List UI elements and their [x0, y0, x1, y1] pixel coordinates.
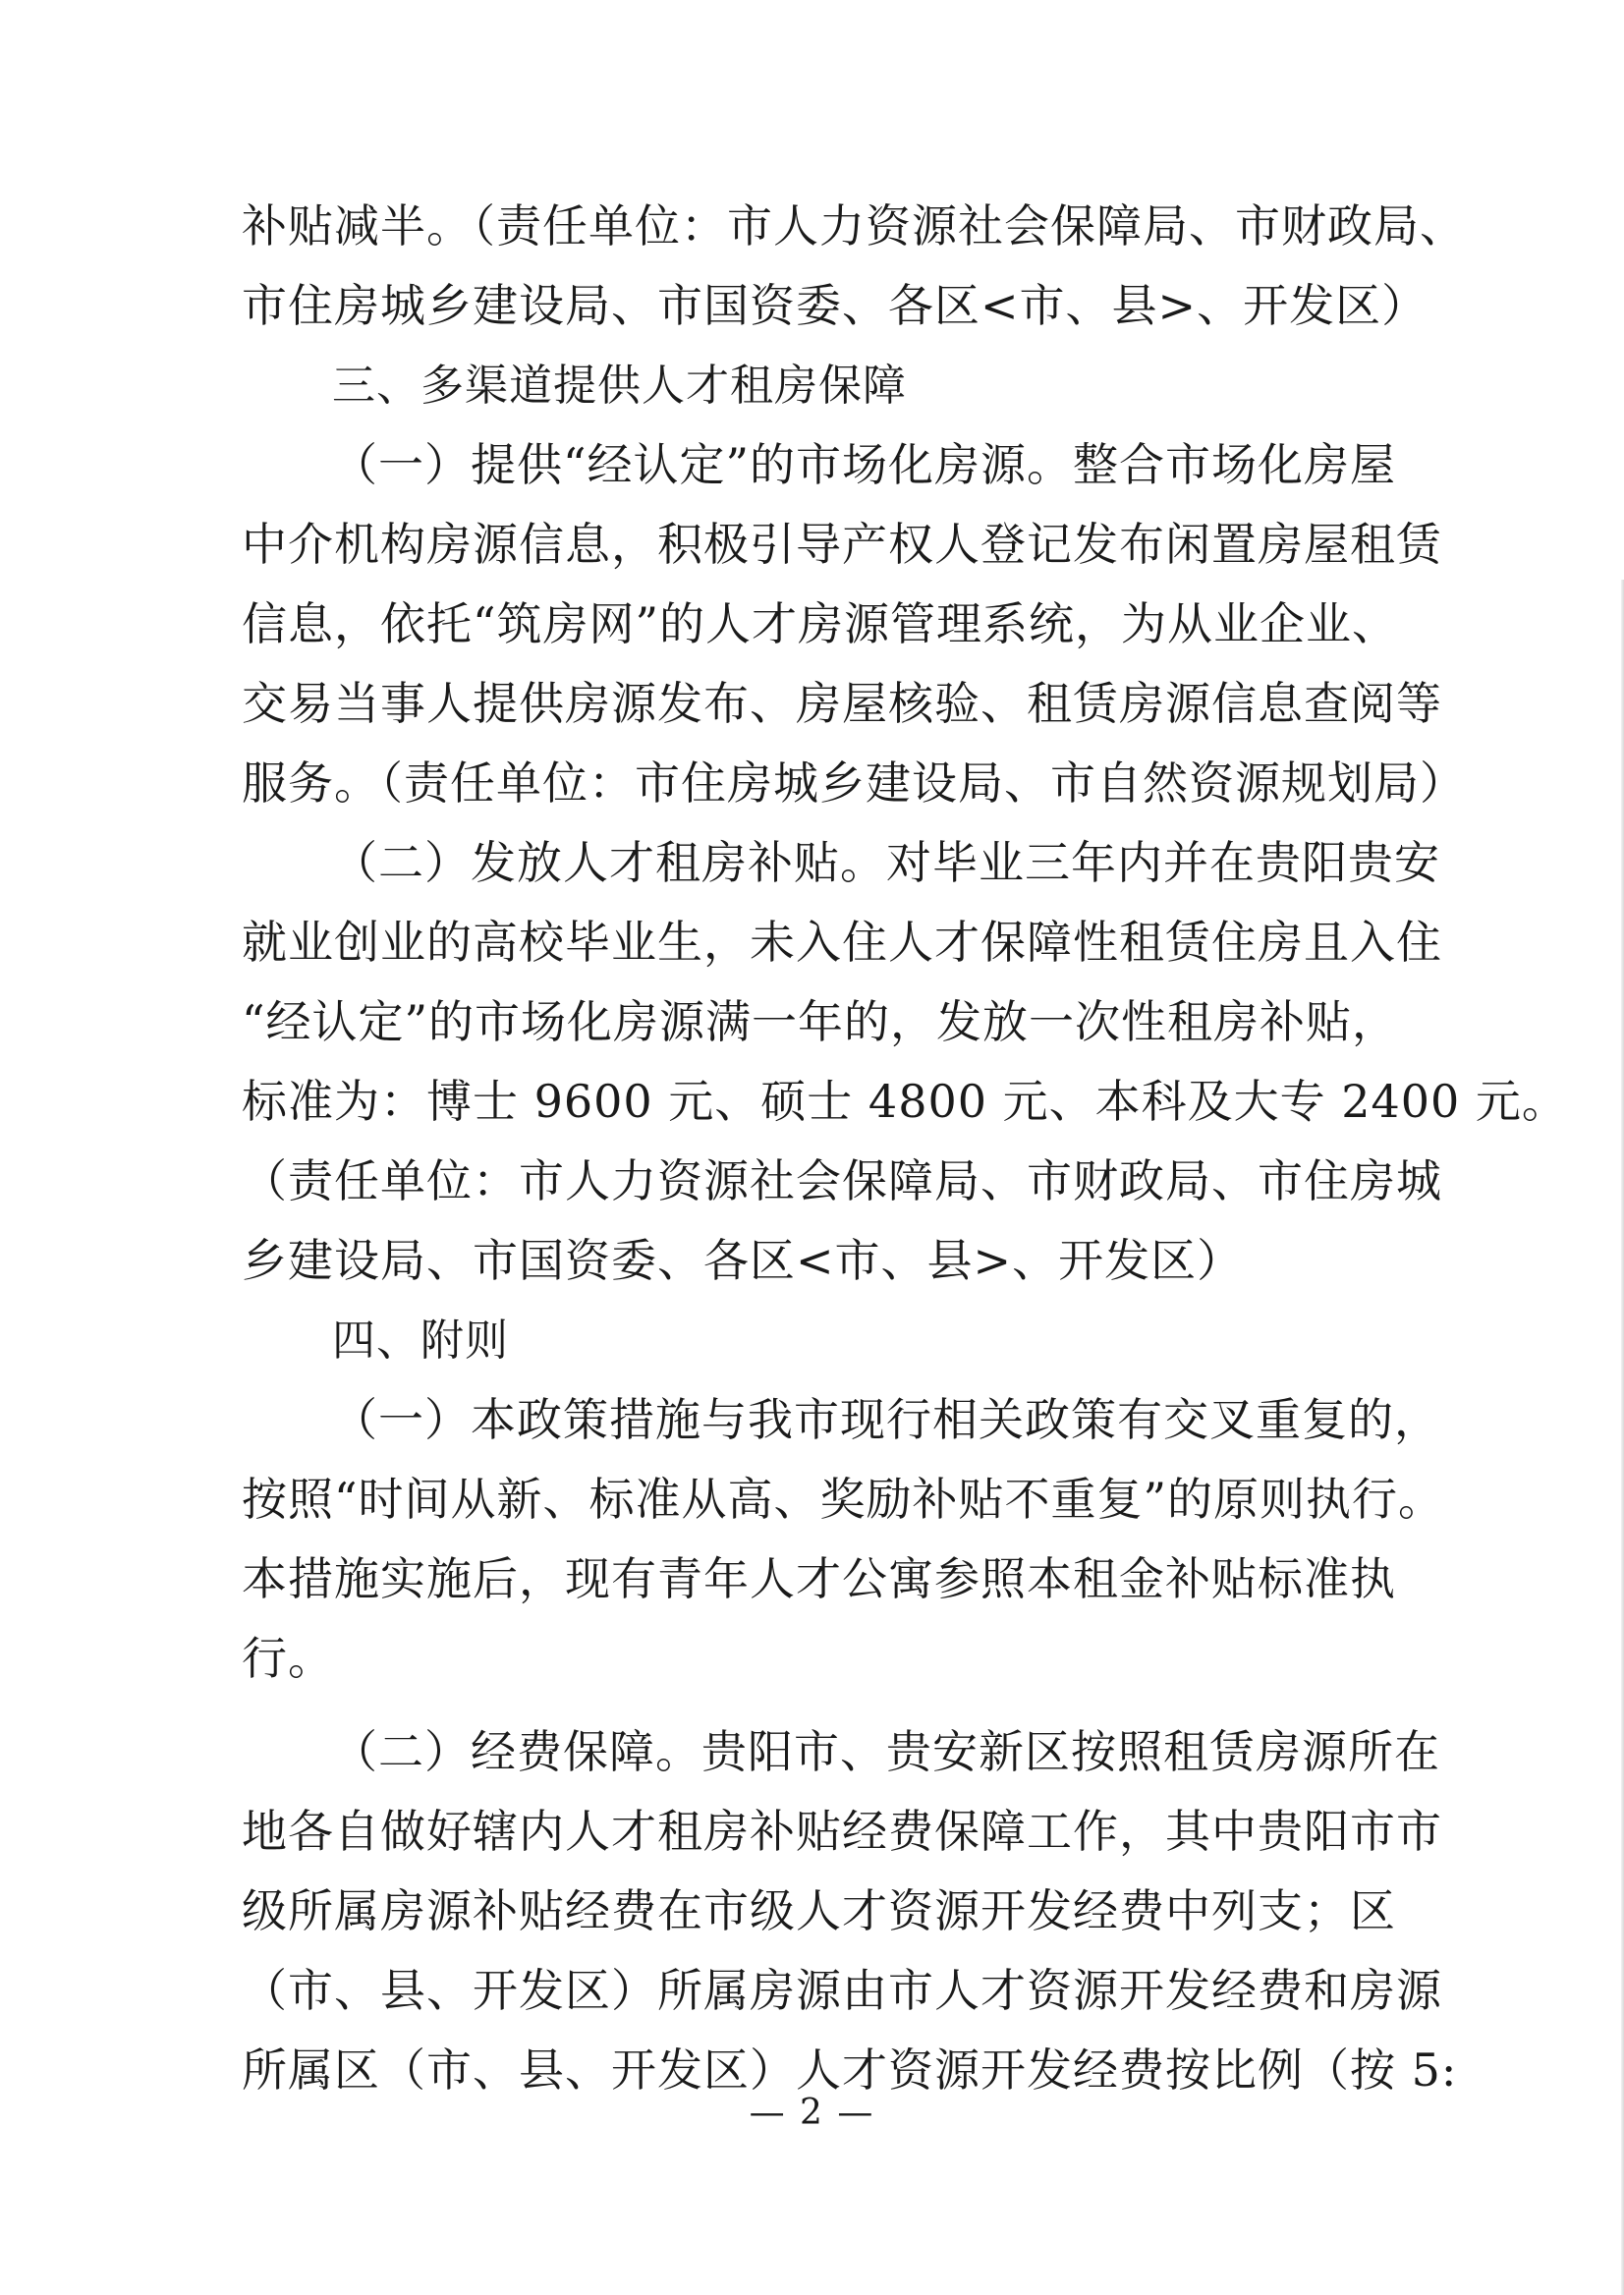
paragraph-line: 本措施实施后，现有青年人才公寓参照本租金补贴标准执: [242, 1552, 1396, 1605]
paragraph-line: “经认定”的市场化房源满一年的，发放一次性租房补贴，: [242, 995, 1399, 1048]
page-number: — 2 —: [749, 2093, 875, 2133]
paragraph-line: （二）发放人才租房补贴。对毕业三年内并在贵阳贵安: [332, 836, 1440, 889]
paragraph-line: 地各自做好辖内人才租房补贴经费保障工作，其中贵阳市市: [242, 1805, 1442, 1858]
paragraph-line: 级所属房源补贴经费在市级人才资源开发经费中列支；区: [242, 1884, 1396, 1937]
paragraph-line: （一）本政策措施与我市现行相关政策有交叉重复的，: [332, 1393, 1440, 1446]
paragraph-line: （责任单位：市人力资源社会保障局、市财政局、市住房城: [242, 1154, 1442, 1207]
paragraph-line: 服务。（责任单位：市住房城乡建设局、市自然资源规划局）: [242, 756, 1466, 810]
paragraph-line: （二）经费保障。贵阳市、贵安新区按照租赁房源所在: [332, 1725, 1440, 1778]
paragraph-line: 交易当事人提供房源发布、房屋核验、租赁房源信息查阅等: [242, 677, 1442, 730]
document-body: [242, 187, 1568, 2110]
paragraph-line: 就业创业的高校毕业生，未入住人才保障性租赁住房且入住: [242, 916, 1442, 969]
paragraph-line: 中介机构房源信息，积极引导产权人登记发布闲置房屋租赁: [242, 518, 1442, 571]
paragraph-line: （一）提供“经认定”的市场化房源。整合市场化房屋: [332, 438, 1397, 491]
paragraph-line: 乡建设局、市国资委、各区<市、县>、开发区）: [242, 1234, 1244, 1287]
paragraph-line: （市、县、开发区）所属房源由市人才资源开发经费和房源: [242, 1964, 1442, 2017]
paragraph-line: 按照“时间从新、标准从高、奖励补贴不重复”的原则执行。: [242, 1473, 1445, 1526]
paragraph-line: 信息，依托“筑房网”的人才房源管理系统，为从业企业、: [242, 597, 1399, 650]
paragraph-line: 行。: [242, 1632, 334, 1685]
paragraph-line: 补贴减半。（责任单位：市人力资源社会保障局、市财政局、: [242, 199, 1466, 252]
paragraph-line: 所属区（市、县、开发区）人才资源开发经费按比例（按 5:: [242, 2043, 1458, 2097]
paragraph-line: 标准为：博士 9600 元、硕士 4800 元、本科及大专 2400 元。: [242, 1075, 1568, 1128]
paragraph-line: 市住房城乡建设局、市国资委、各区<市、县>、开发区）: [242, 279, 1428, 332]
section-heading: 四、附则: [332, 1315, 509, 1366]
section-heading: 三、多渠道提供人才租房保障: [332, 361, 907, 411]
